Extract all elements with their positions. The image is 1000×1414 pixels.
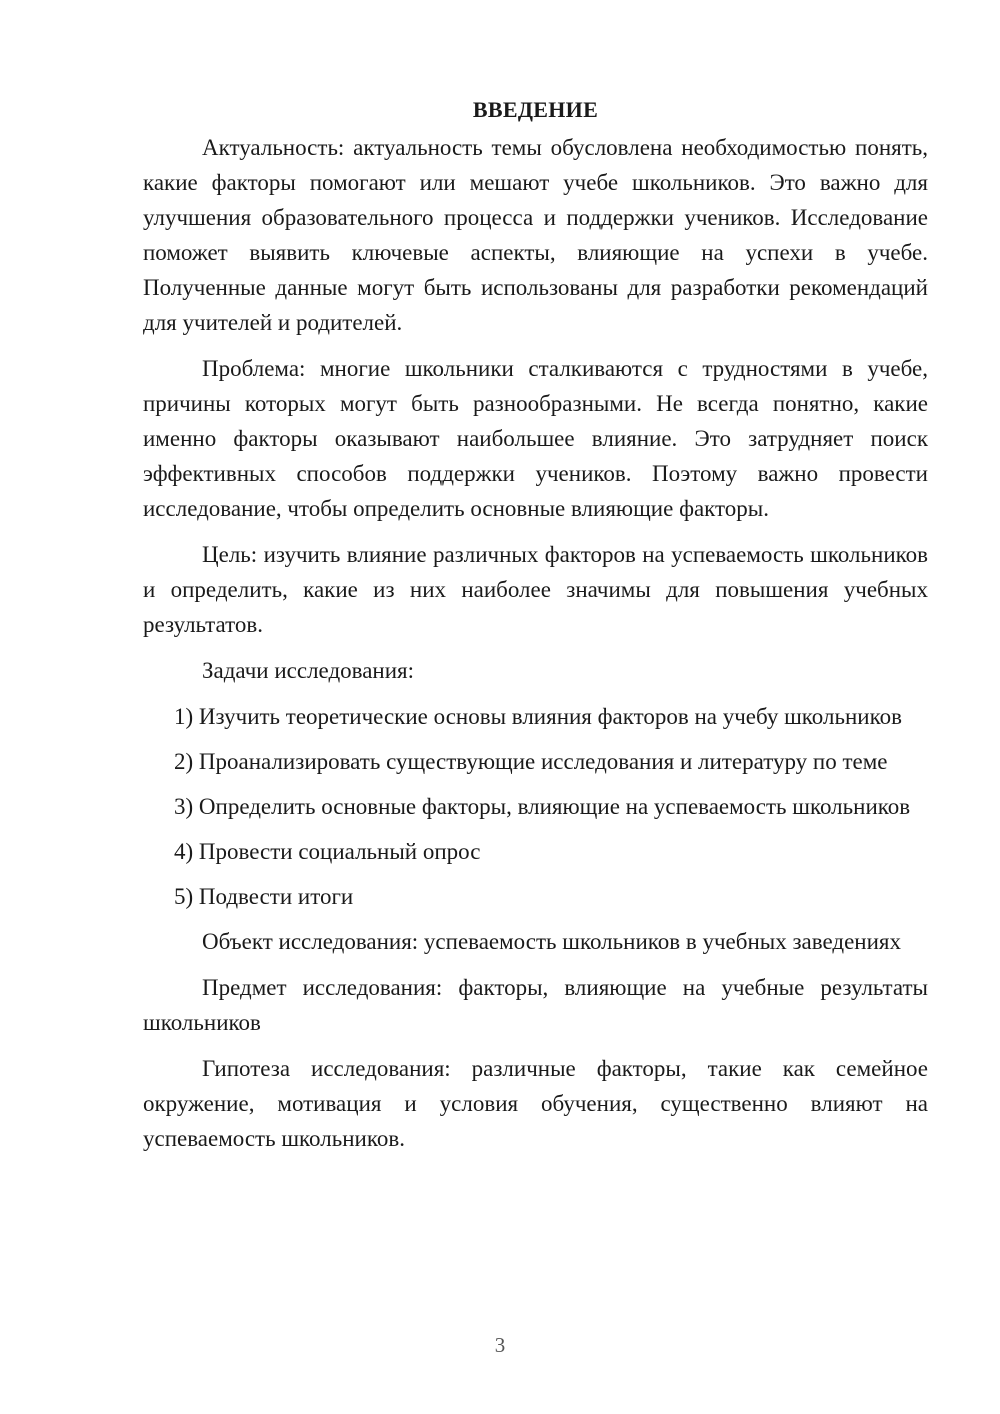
tasks-heading: Задачи исследования: — [202, 658, 415, 683]
relevance-paragraph: Актуальность: актуальность темы обусловлена необходимостью понять, какие факторы помогают или мешают учебе школьников. Это важно для улучшения образовательного процесса и поддержки учеников. Исследование поможет выявить ключевые аспекты, влияющие на успехи в учебе. Полученные данные могут быть использованы для разработки рекомендаций для учителей и родителей. — [143, 135, 928, 335]
goal-paragraph: Цель: изучить влияние различных факторов на успеваемость школьников и определить, какие из них наиболее значимы для повышения учебных результатов. — [143, 542, 928, 637]
task-item: 3) Определить основные факторы, влияющие на успеваемость школьников — [174, 794, 911, 819]
hypothesis-paragraph: Гипотеза исследования: различные факторы, такие как семейное окружение, мотивация и условия обучения, существенно влияют на успеваемость школьников. — [143, 1056, 928, 1151]
object-paragraph: Объект исследования: успеваемость школьников в учебных заведениях — [202, 929, 901, 954]
page-number: 3 — [494, 1333, 506, 1357]
page-content — [143, 92, 928, 1167]
section-title: ВВЕДЕНИЕ — [472, 97, 599, 122]
task-item: 4) Провести социальный опрос — [174, 839, 481, 864]
task-item: 1) Изучить теоретические основы влияния факторов на учебу школьников — [174, 704, 902, 729]
task-item: 5) Подвести итоги — [174, 884, 354, 909]
task-item: 2) Проанализировать существующие исследования и литературу по теме — [174, 749, 888, 774]
problem-paragraph: Проблема: многие школьники сталкиваются с трудностями в учебе, причины которых могут быть разнообразными. Не всегда понятно, какие именно факторы оказывают наибольшее влияние. Это затрудняет поиск эффективных способов поддержки учеников. Поэтому важно провести исследование, чтобы определить основные влияющие факторы. — [143, 356, 928, 521]
subject-paragraph: Предмет исследования: факторы, влияющие на учебные результаты школьников — [143, 975, 928, 1035]
